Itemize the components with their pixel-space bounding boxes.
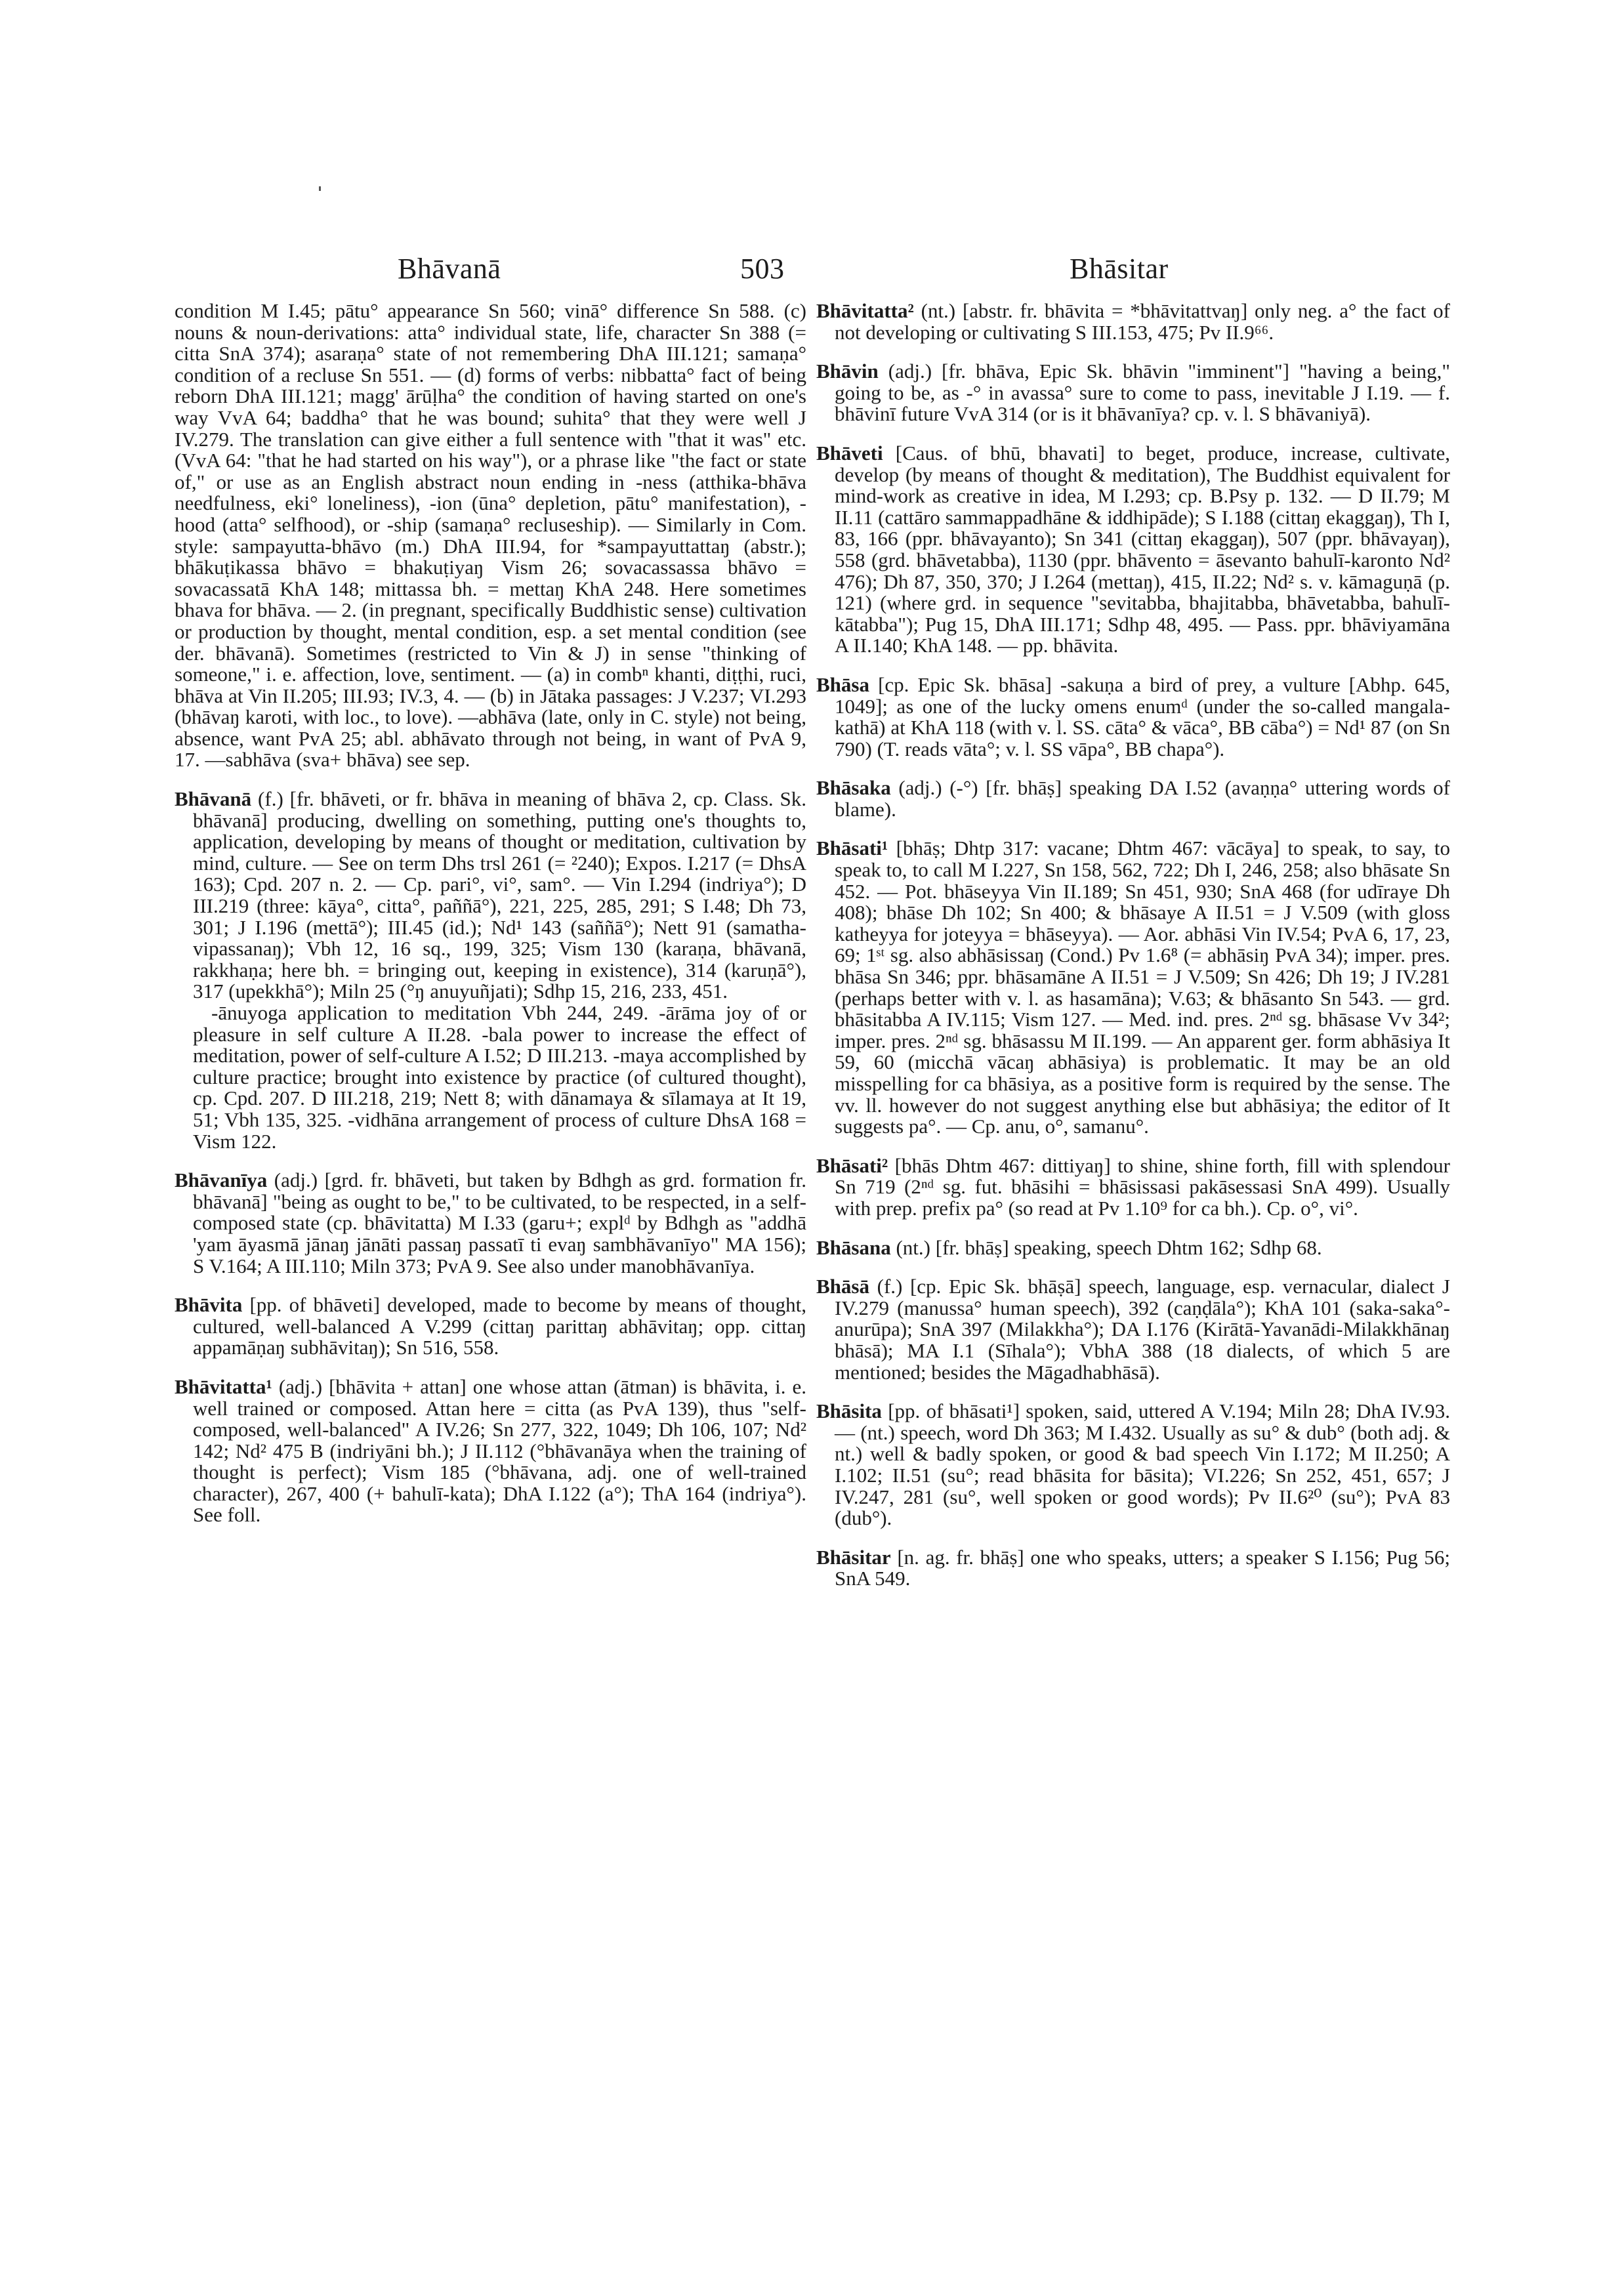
entry-text: condition M I.45; pātu° appearance Sn 560; vinā° difference Sn 588. (c) nouns & noun-derivations: atta° individual state, life, character Sn 388 (= citta SnA 374); asaraṇa° state of not remembering DhA III.121; samaṇa° condition of a recluse Sn 551. — (d) forms of verbs: nibbatta° fact of being reborn DhA III.121; magg' ārūḷha° the condition of having started on one's way VvA 64; baddha° that he was bound; suhita° that they were well J IV.279. The translation can give either a full sentence with "that it was" etc. (VvA 64: "that he had started on his way"), or a phrase like "the fact or state of," or use as an English abstract noun ending in -ness (atthika-bhāva needfulness, eki° loneliness), -ion (ūna° depletion, pātu° manifestation), -hood (atta° selfhood), or -ship (samaṇa° recluseship). — Similarly in Com. style: sampayutta-bhāvo (m.) DhA III.94, for *sampayuttattaŋ (abstr.); bhākuṭikassa bhāvo = bhakuṭiyaŋ Vism 26; sovacassassa bhāvo = sovacassatā KhA 148; mittassa bh. = mettaŋ KhA 248. Here sometimes bhava for bhāva. — 2. (in pregnant, specifically Buddhistic sense) cultivation or production by thought, mental condition, esp. a set mental condition (see der. bhāvanā). Sometimes (restricted to Vin & J) in sense "thinking of someone," i. e. affection, love, sentiment. — (a) in combⁿ khanti, diṭṭhi, ruci, bhāva at Vin II.205; III.93; IV.3, 4. — (b) in Jātaka passages: J V.237; VI.293 (bhāvaŋ karoti, with loc., to love). —abhāva (late, only in C. style) not being, absence, want PvA 25; abl. abhāvato through not being, in want of PvA 9, 17. —sabhāva (sva+ bhāva) see sep. (175, 299, 806, 772)
dictionary-entry (175, 1376, 806, 1526)
entry-text: [cp. Epic Sk. bhāsa] -sakuṇa a bird of prey, a vulture [Abhp. 645, 1049]; as one of the lucky omens enumᵈ (under the so-called mangala-kathā) at KhA 118 (with v. l. SS. cāta° & vāca°, BB cāba°) = Nd¹ 87 (on Sn 790) (T. reads vāta°; v. l. SS vāpa°, BB chapa°). (835, 672, 1451, 760)
entry-headword: Bhāsaka (816, 776, 891, 800)
entry-headword: Bhāsati² (816, 1153, 888, 1177)
entry-text: [n. ag. fr. bhāṣ] one who speaks, utters; a speaker S I.156; Pug 56; SnA 549. (835, 1545, 1450, 1590)
dictionary-entry (816, 1401, 1450, 1529)
entry-text: (f.) [fr. bhāveti, or fr. bhāva in meaning of bhāva 2, cp. Class. Sk. bhāvanā] producing, dwelling on something, putting one's thoughts to, application, developing by means of thought or meditation, cultivation by mind, culture. — See on term Dhs trsl 261 (= ²240); Expos. I.217 (= DhsA 163); Cpd. 207 n. 2. — Cp. pari°, vi°, sam°. — Vin I.294 (indriya°); D III.219 (three: kāya°, citta°, paññā°), 221, 225, 285, 291; S I.48; Dh 73, 301; J I.196 (mettā°); III.45 (id.); Nd¹ 143 (saññā°); Nett 91 (samatha-vipassanaŋ); Vbh 12, 16 sq., 199, 325; Vism 130 (karaṇa, bhāvanā, rakkhaṇa; here bh. = bringing out, keeping in existence), 314 (karuṇā°), 317 (upekkhā°); Miln 25 (°ŋ anuyuñjati); Sdhp 15, 216, 233, 451. (193, 787, 806, 1003)
entry-headword: Bhāsati¹ (816, 837, 888, 860)
entry-text: [bhās Dhtm 467: dittiyaŋ] to shine, shine forth, fill with splendour Sn 719 (2ⁿᵈ sg. fut. bhāsihi = bhāsissasi pakāsessasi SnA 499). Usually with prep. prefix pa° (so read at Pv 1.10⁹ for ca bh.). Cp. o°, vi°. (835, 1153, 1450, 1220)
dictionary-entry (175, 300, 806, 771)
entry-headword: Bhāvin (816, 360, 879, 383)
entry-headword: Bhāsana (816, 1235, 891, 1259)
entry-headword: Bhāsa (816, 672, 869, 696)
dictionary-entry (816, 1276, 1450, 1383)
dictionary-entry (816, 1155, 1450, 1220)
entry-headword: Bhāsitar (816, 1545, 891, 1569)
entry-text: [Caus. of bhū, bhavati] to beget, produce, increase, cultivate, develop (by means of thought & meditation), The Buddhist equivalent for mind-work as creative in idea, M I.293; cp. B.Psy p. 132. — D II.79; M II.11 (cattāro sammappadhāne & iddhipāde); S I.188 (cittaŋ ekaggaŋ), Th I, 83, 166 (ppr. bhāvayanto); Sn 341 (cittaŋ ekaggaŋ), 507 (ppr. bhāvayaŋ), 558 (grd. bhāvetabba), 1130 (ppr. bhāvento = āsevanto bahulī-karonto Nd² 476); Dh 87, 350, 370; J I.264 (mettaŋ), 415, II.22; Nd² s. v. kāmaguṇā (p. 121) (where grd. in sequence "sevitabba, bhajitabba, bhāvetabba, bahulī-kātabba"); Pug 15, DhA III.171; Sdhp 48, 495. — Pass. ppr. bhāviyamāna A II.140; KhA 148. — pp. bhāvita. (835, 441, 1450, 657)
dictionary-entry (816, 1237, 1450, 1259)
header-left-guideword: Bhāvanā (398, 253, 501, 285)
entry-headword: Bhāvitatta² (816, 299, 914, 322)
right-column (816, 300, 1450, 1607)
entry-headword: Bhāvitatta¹ (175, 1375, 272, 1398)
entry-headword: Bhāvita (175, 1293, 243, 1317)
dictionary-entry (816, 1547, 1450, 1590)
left-column (175, 300, 806, 1544)
dictionary-entry (816, 361, 1450, 425)
entry-text: (nt.) [abstr. fr. bhāvita = *bhāvitattvaŋ] only neg. a° the fact of not developing or cultivating S III.153, 475; Pv II.9⁶⁶. (835, 299, 1451, 344)
dictionary-entry (175, 1170, 806, 1277)
dictionary-entry (816, 674, 1450, 760)
entry-headword: Bhāvanīya (175, 1168, 268, 1192)
entry-headword: Bhāveti (816, 441, 883, 465)
running-header (0, 249, 1624, 295)
dictionary-entry (816, 838, 1450, 1137)
entry-text: (adj.) (-°) [fr. bhāṣ] speaking DA I.52 (avaṇṇa° uttering words of blame). (835, 776, 1451, 821)
entry-text: [pp. of bhāveti] developed, made to become by means of thought, cultured, well-balanced A V.299 (cittaŋ parittaŋ abhāvitaŋ; opp. cittaŋ appamāṇaŋ subhāvitaŋ); Sn 516, 558. (193, 1293, 807, 1359)
dictionary-entry (816, 777, 1450, 820)
entry-text: [bhāṣ; Dhtp 317: vacane; Dhtm 467: vācāya] to speak, to say, to speak to, to call M I.227, Sn 158, 562, 722; Dh I, 246, 258; also bhāsate Sn 452. — Pot. bhāseyya Vin II.189; Sn 451, 930; SnA 468 (for udīraye Dh 408); bhāse Dh 102; Sn 400; & bhāsaye A II.51 = J V.509 (with gloss katheyya for joteyya = bhāseyya). — Aor. abhāsi Vin IV.54; PvA 6, 17, 23, 69; 1ˢᵗ sg. also abhāsissaŋ (Cond.) Pv 1.6⁸ (= abhāsiŋ PvA 34); imper. pres. bhāsa Sn 346; ppr. bhāsamāne A II.51 = J V.509; Sn 426; Dh 19; J IV.281 (perhaps better with v. l. as hasamāna); V.63; & bhāsanto Sn 543. — grd. bhāsitabba A IV.115; Vism 127. — Med. ind. pres. 2ⁿᵈ sg. bhāsase Vv 34²; imper. pres. 2ⁿᵈ sg. bhāsassu M II.199. — An apparent ger. form abhāsiya It 59, 60 (micchā vācaŋ abhāsiya) is problematic. It may be an old misspelling for ca bhāsiya, as a positive form is required by the sense. The vv. ll. however do not suggest anything else but abhāsiya; the editor of It suggests pa°. — Cp. anu, o°, samanu°. (835, 837, 1450, 1138)
dictionary-entry (816, 443, 1450, 657)
dictionary-entry (816, 300, 1450, 343)
entry-text: (adj.) [fr. bhāva, Epic Sk. bhāvin "imminent"] "having a being," going to be, as -° in avassa° sure to come to pass, inevitable J I.19. — f. bhāvinī future VvA 314 (or is it bhāvanīya? cp. v. l. S bhāvaniyā). (835, 360, 1451, 426)
scan-speck (319, 186, 321, 191)
entry-text: (nt.) [fr. bhāṣ] speaking, speech Dhtm 162; Sdhp 68. (896, 1235, 1322, 1259)
entry-text: (adj.) [grd. fr. bhāveti, but taken by Bdhgh as grd. formation fr. bhāvanā] "being as ought to be," to be cultivated, to be respected, in a self-composed state (cp. bhāvitatta) M I.33 (garu+; explᵈ by Bdhgh as "addhā 'yam āyasmā jānaŋ jānāti passaŋ passatī ti evaŋ sambhāvanīyo" MA 156); S V.164; A III.110; Miln 373; PvA 9. See also under manobhāvanīya. (193, 1168, 807, 1277)
entry-headword: Bhāsita (816, 1399, 882, 1423)
header-right-guideword: Bhāsitar (1070, 253, 1169, 285)
page-number: 503 (740, 253, 785, 285)
entry-text: (adj.) [bhāvita + attan] one whose attan (ātman) is bhāvita, i. e. well trained or composed. Attan here = citta (as PvA 139), thus "self-composed, well-balanced" A IV.26; Sn 277, 322, 1049; Dh 106, 107; Nd² 142; Nd² 475 B (indriyāni bh.); J II.112 (°bhāvanāya when the training of thought is perfect); Vism 185 (°bhāvana, adj. one of well-trained character), 267, 400 (+ bahulī-kata); DhA I.122 (a°); ThA 164 (indriya°). See foll. (193, 1375, 806, 1527)
entry-compounds: -ānuyoga application to meditation Vbh 244, 249. -ārāma joy of or pleasure in self culture A II.28. -bala power to increase the effect of meditation, power of self-culture A I.52; D III.213. -maya accomplished by culture practice; brought into existence by practice (of cultured thought), cp. Cpd. 207. D III.218, 219; Nett 8; with dānamaya & sīlamaya at It 19, 51; Vbh 135, 325. -vidhāna arrangement of process of culture DhsA 168 = Vism 122. (193, 1001, 806, 1153)
entry-headword: Bhāsā (816, 1275, 869, 1298)
entry-text: (f.) [cp. Epic Sk. bhāṣā] speech, language, esp. vernacular, dialect J IV.279 (manussa° human speech), 392 (caṇḍāla°); KhA 101 (saka-saka°-anurūpa); SnA 397 (Milakkha°); DA I.176 (Kirātā-Yavanādi-Milakkhānaŋ bhāsā); MA I.1 (Sīhala°); VbhA 388 (18 dialects, of which 5 are mentioned; besides the Māgadhabhāsā). (835, 1275, 1450, 1384)
entry-text: [pp. of bhāsati¹] spoken, said, uttered A V.194; Miln 28; DhA IV.93. — (nt.) speech, word Dh 363; M I.432. Usually as su° & dub° (both adj. & nt.) well & badly spoken, or good & bad speech Vin I.172; M II.250; A I.102; II.51 (su°; read bhāsita for bāsita); VI.226; Sn 252, 451, 657; J IV.247, 281 (su°, well spoken or good words); Pv II.6²⁰ (su°); PvA 83 (dub°). (835, 1399, 1450, 1530)
dictionary-entry (175, 1294, 806, 1359)
entry-headword: Bhāvanā (175, 787, 252, 811)
dictionary-entry (175, 789, 806, 1152)
